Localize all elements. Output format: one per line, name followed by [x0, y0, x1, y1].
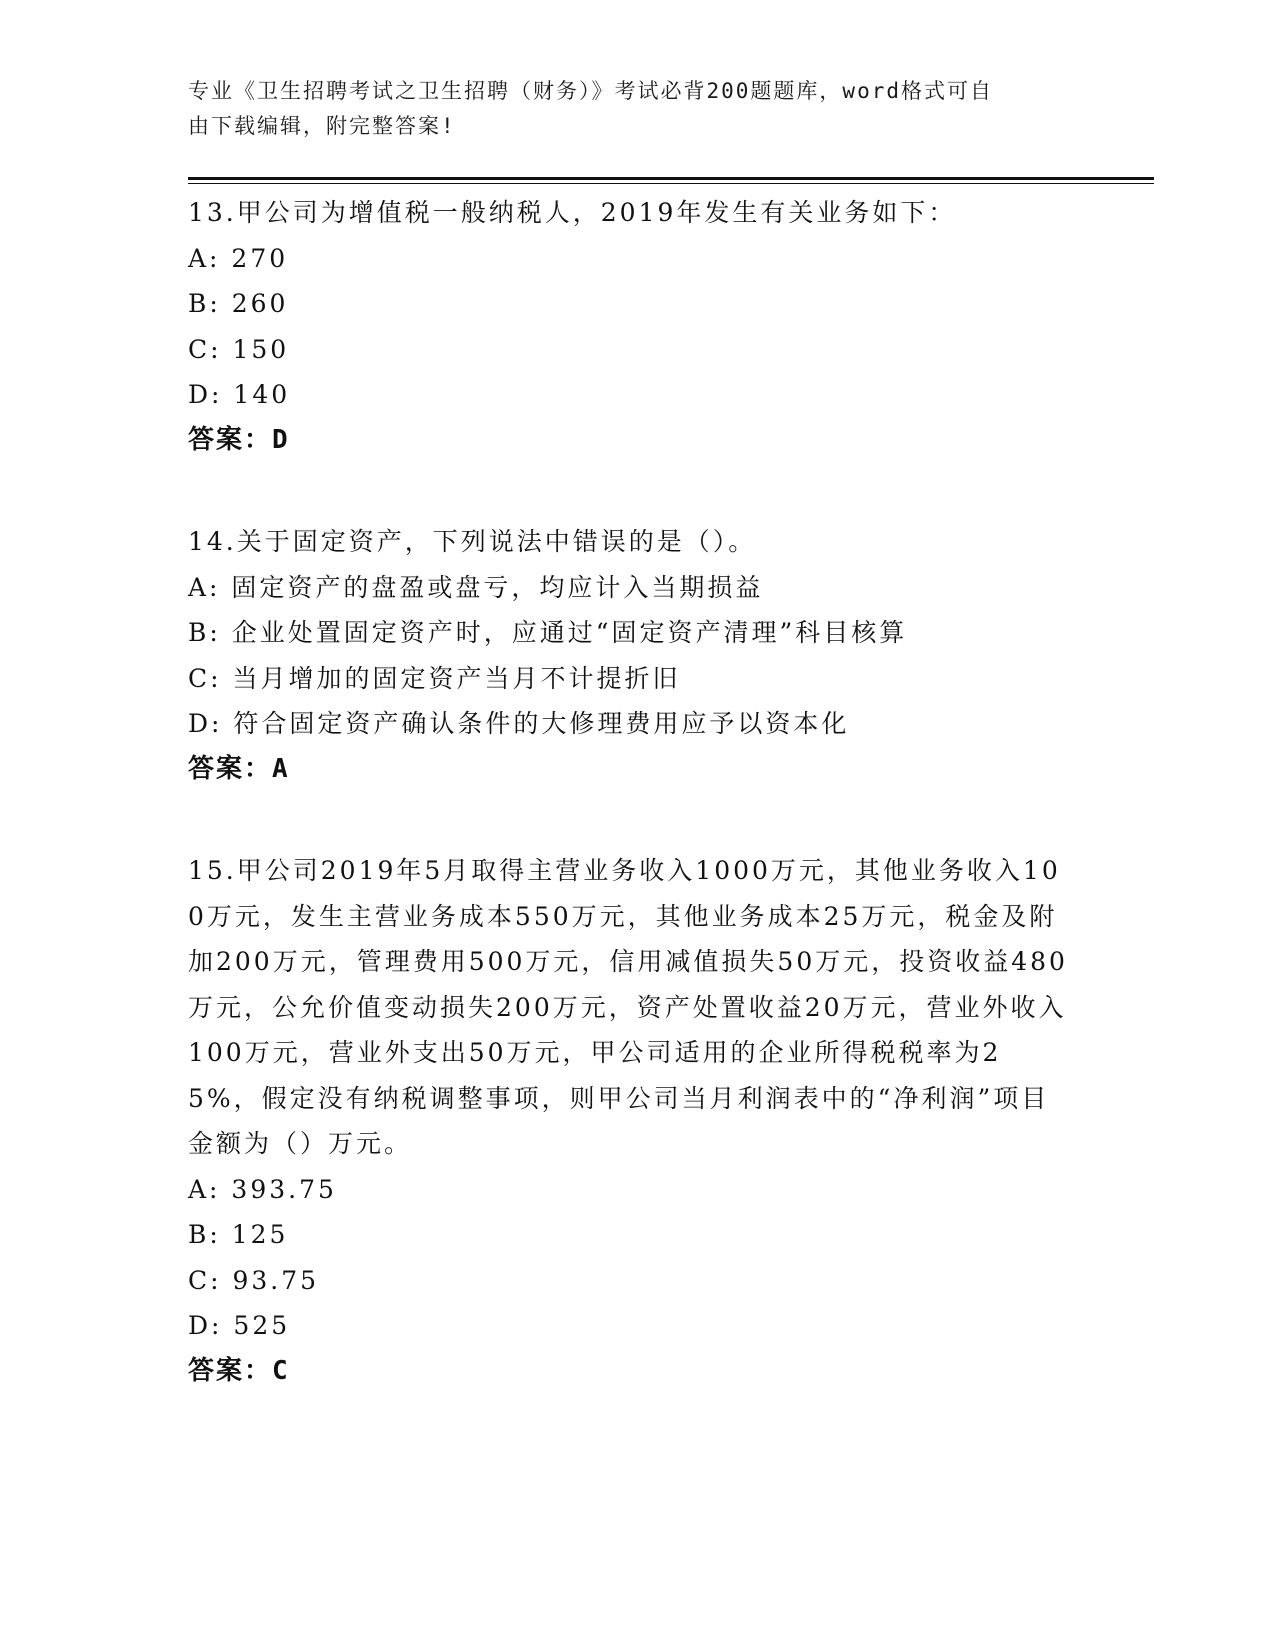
- question-stem: 14.关于固定资产，下列说法中错误的是（）。: [188, 527, 757, 556]
- question-14: [188, 519, 1088, 792]
- option-c: C: 150: [188, 334, 290, 364]
- answer-label: 答案：C: [188, 1355, 290, 1386]
- answer-label: 答案：D: [188, 424, 290, 455]
- option-c: C: 93.75: [188, 1265, 320, 1295]
- option-d: D: 符合固定资产确认条件的大修理费用应予以资本化: [188, 709, 850, 738]
- question-list: [188, 190, 1088, 1450]
- option-d: D: 525: [188, 1311, 291, 1340]
- question-stem: 13.甲公司为增值税一般纳税人，2019年发生有关业务如下：: [188, 198, 957, 227]
- question-15: [188, 848, 1088, 1394]
- option-b: B: 260: [188, 289, 289, 318]
- question-13: [188, 190, 1088, 463]
- question-stem: 15.甲公司2019年5月取得主营业务收入1000万元，其他业务收入100万元，发生主营业务成本550万元，其他业务成本25万元，税金及附加200万元，管理费用500万元，信用减值损失50万元，投资收益480万元，公允价值变动损失200万元，资产处置收益20万元，营业外收入100万元，营业外支出50万元，甲公司适用的企业所得税税率为25%，假定没有纳税调整事项，则甲公司当月利润表中的“净利润”项目金额为（）万元。: [188, 856, 1068, 1158]
- answer-label: 答案：A: [188, 753, 290, 784]
- header-line-2: 由下载编辑，附完整答案!: [188, 114, 456, 138]
- option-b: B: 企业处置固定资产时，应通过“固定资产清理”科目核算: [188, 618, 908, 647]
- option-d: D: 140: [188, 380, 291, 409]
- document-header: [188, 74, 1068, 144]
- header-divider-thick: [188, 177, 1154, 180]
- option-c: C: 当月增加的固定资产当月不计提折旧: [188, 663, 681, 693]
- option-b: B: 125: [188, 1220, 289, 1249]
- header-divider-thin: [188, 183, 1154, 184]
- option-a: A: 固定资产的盘盈或盘亏，均应计入当期损益: [188, 572, 764, 602]
- option-a: A: 393.75: [188, 1174, 337, 1204]
- option-a: A: 270: [188, 243, 289, 273]
- header-line-1: 专业《卫生招聘考试之卫生招聘（财务）》考试必背200题题库，word格式可自: [188, 79, 993, 103]
